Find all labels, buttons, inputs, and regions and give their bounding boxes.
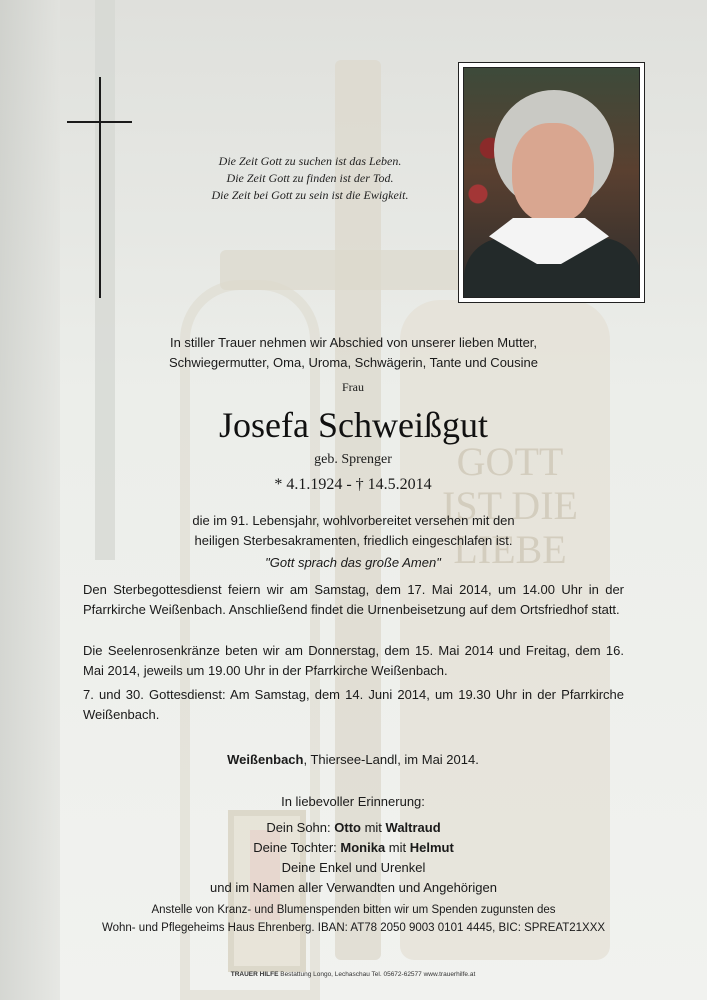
portrait-photo [463,67,640,298]
place-date: Weißenbach, Thiersee-Landl, im Mai 2014. [227,752,479,767]
intro-text: In stiller Trauer nehmen wir Abschied von unserer lieben Mutter, Schwiegermutter, Oma, Uroma, Schwägerin, Tante und Cousine [169,335,538,370]
footer-credit: TRAUER HILFE Bestattung Longo, Lechaschau Tel. 05672-62577 www.trauerhilfe.at [230,971,476,978]
life-dates: * 4.1.1924 - † 14.5.2014 [274,476,432,493]
family-son: Dein Sohn: Otto mit Waltraud [266,820,441,835]
funeral-service-paragraph: Den Sterbegottesdienst feiern wir am Samstag, dem 17. Mai 2014, um 14.00 Uhr in der Pfarrkirche Weißenbach. Anschließend findet die Urnenbeisetzung auf dem Ortsfriedhof statt. [83,582,624,617]
deceased-name: Josefa Schweißgut [219,405,488,445]
title-prefix: Frau [342,380,364,394]
background-plaque-text: GOTT IST DIE LIEBE [442,439,578,572]
quote: "Gott sprach das große Amen" [265,555,441,570]
family-list [130,818,577,898]
cross-icon-horizontal [67,121,132,123]
family-grandchildren: Deine Enkel und Urenkel [281,860,426,875]
birth-name: geb. Sprenger [314,452,392,467]
memorial-service-paragraph: 7. und 30. Gottesdienst: Am Samstag, dem 14. Juni 2014, um 19.30 Uhr in der Pfarrkirche Weißenbach. [83,687,624,722]
family-daughter: Deine Tochter: Monika mit Helmut [253,840,454,855]
portrait-frame [458,62,645,303]
death-statement: die im 91. Lebensjahr, wohlvorbereitet versehen mit den heiligen Sterbesakramenten, friedlich eingeschlafen ist. [192,513,515,548]
memory-heading: In liebevoller Erinnerung: [281,794,425,809]
cross-icon-vertical [99,77,101,298]
verse: Die Zeit Gott zu suchen ist das Leben. Die Zeit Gott zu finden ist der Tod. Die Zeit bei Gott zu sein ist die Ewigkeit. [211,154,409,202]
family-relatives: und im Namen aller Verwandten und Angehörigen [210,880,497,895]
donation-notice: Anstelle von Kranz- und Blumenspenden bitten wir um Spenden zugunsten des Wohn- und Pflegeheims Haus Ehrenberg. IBAN: AT78 2050 9003 0101 4445, BIC: SPREAT21XXX [101,904,606,934]
rosary-paragraph: Die Seelenrosenkränze beten wir am Donnerstag, dem 15. Mai 2014 und Freitag, dem 16. Mai 2014, jeweils um 19.00 Uhr in der Pfarrkirche Weißenbach. [83,643,624,678]
